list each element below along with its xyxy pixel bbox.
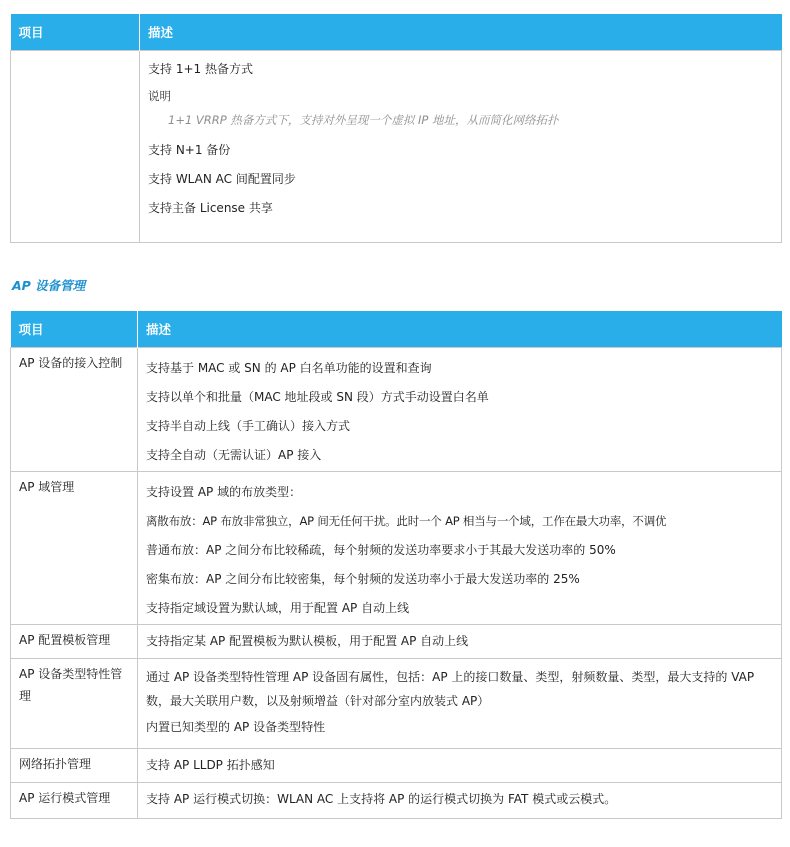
description-line: 普通布放：AP 之间分布比较稀疏，每个射频的发送功率要求小于其最大发送功率的 50% <box>146 543 616 557</box>
item-cell <box>11 51 140 243</box>
description-line: 密集布放：AP 之间分布比较密集，每个射频的发送功率小于最大发送功率的 25% <box>146 572 580 586</box>
header-description: 描述 <box>140 14 782 51</box>
section-title: AP 设备管理 <box>12 278 86 293</box>
description-line: 支持 WLAN AC 间配置同步 <box>148 172 296 186</box>
header-item: 项目 <box>11 311 138 348</box>
description-line: 支持设置 AP 域的布放类型： <box>146 485 302 499</box>
description-cell <box>138 625 782 659</box>
description-line: 支持以单个和批量（MAC 地址段或 SN 段）方式手动设置白名单 <box>146 390 489 404</box>
description-cell <box>138 749 782 783</box>
description-cell <box>140 51 782 243</box>
ap-management-table <box>10 311 782 819</box>
description-line: 支持半自动上线（手工确认）接入方式 <box>146 419 351 433</box>
description-line: 支持指定域设置为默认域，用于配置 AP 自动上线 <box>146 601 410 615</box>
description-line: 支持 1+1 热备方式 <box>148 62 253 76</box>
header-description: 描述 <box>138 311 782 348</box>
description-line: 离散布放：AP 布放非常独立，AP 间无任何干扰。此时一个 AP 相当与一个域，工作在最大功率，不调优 <box>146 514 667 528</box>
description-line: 通过 AP 设备类型特性管理 AP 设备固有属性，包括：AP 上的接口数量、类型，射频数量、类型，最大支持的 VAP 数，最大关联用户数，以及射频增益（针对部分室内放装式 AP） <box>146 670 755 708</box>
item-cell: 网络拓扑管理 <box>11 749 138 783</box>
table-row <box>11 783 782 819</box>
header-item: 项目 <box>11 14 140 51</box>
hot-standby-table <box>10 14 782 243</box>
table-header-row <box>11 311 782 348</box>
table-header-row <box>11 14 782 51</box>
item-cell: AP 设备类型特性管理 <box>11 659 138 749</box>
description-line: 支持全自动（无需认证）AP 接入 <box>146 448 322 462</box>
note-text: 1+1 VRRP 热备方式下，支持对外呈现一个虚拟 IP 地址，从而简化网络拓扑 <box>168 113 559 127</box>
description-line: 内置已知类型的 AP 设备类型特性 <box>146 720 326 734</box>
item-cell: AP 域管理 <box>11 472 138 625</box>
description-cell <box>138 659 782 749</box>
table-row <box>11 659 782 749</box>
table-row <box>11 749 782 783</box>
item-cell: AP 设备的接入控制 <box>11 348 138 472</box>
description-line: 支持主备 License 共享 <box>148 201 273 215</box>
description-cell <box>138 348 782 472</box>
description-line: 支持基于 MAC 或 SN 的 AP 白名单功能的设置和查询 <box>146 361 432 375</box>
description-cell <box>138 783 782 819</box>
item-cell: AP 配置模板管理 <box>11 625 138 659</box>
description-line: 支持 N+1 备份 <box>148 143 231 157</box>
table-row <box>11 625 782 659</box>
table-row <box>11 51 782 243</box>
table-row <box>11 348 782 472</box>
description-cell <box>138 472 782 625</box>
item-cell: AP 运行模式管理 <box>11 783 138 819</box>
description-line: 支持 AP 运行模式切换：WLAN AC 上支持将 AP 的运行模式切换为 FAT 模式或云模式。 <box>146 792 617 806</box>
note-label: 说明 <box>148 89 171 103</box>
table-row <box>11 472 782 625</box>
description-line: 支持指定某 AP 配置模板为默认模板，用于配置 AP 自动上线 <box>146 634 469 648</box>
description-line: 支持 AP LLDP 拓扑感知 <box>146 758 275 772</box>
